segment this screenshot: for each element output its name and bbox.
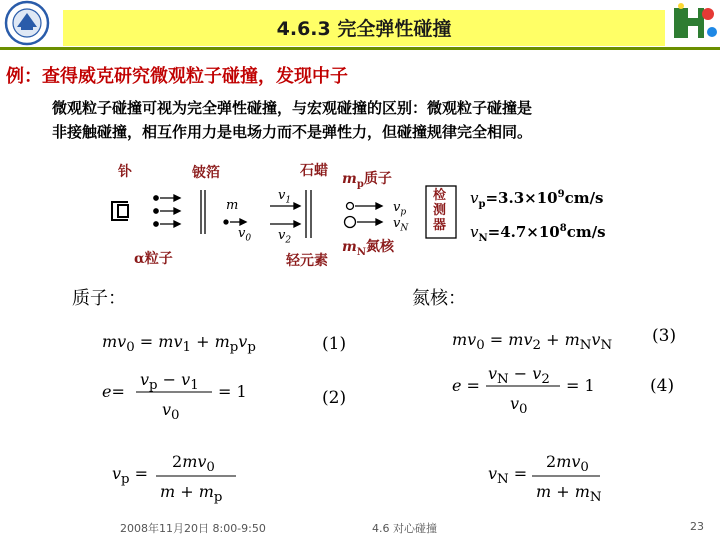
- footer-date: 2008年11月20日 8:00-9:50: [120, 522, 266, 535]
- equation-number-1: (1): [322, 334, 347, 354]
- detector-label: 检测器: [433, 188, 447, 233]
- nitrogen-restitution-numerator: $v_N - v_2$: [488, 364, 550, 388]
- description-line-1: 微观粒子碰撞可视为完全弹性碰撞，与宏观碰撞的区别：微观粒子碰撞是: [52, 99, 533, 117]
- label-nitrogen-mass: $m_N$氮核: [342, 239, 394, 258]
- result-proton-lhs: $v_p$ =: [112, 464, 149, 488]
- proton-restitution-denominator: $v_0$: [162, 400, 180, 424]
- nitrogen-speed: $v_N=4.7\times 10^8cm/s$: [470, 223, 606, 244]
- equation-number-4: (4): [650, 376, 675, 396]
- nitrogen-restitution-denominator: $v_0$: [510, 394, 528, 418]
- proton-restitution-rhs: = 1: [218, 382, 247, 401]
- proton-restitution-numerator: $v_p - v_1$: [140, 370, 199, 394]
- result-nitrogen-denominator: $m + m_N$: [536, 482, 602, 506]
- label-neutron-mass: m: [226, 198, 239, 213]
- equation-nitrogen-restitution-lhs: e =: [452, 376, 480, 395]
- page-number: 23: [690, 520, 704, 533]
- label-v0: $v_0$: [238, 226, 252, 244]
- equation-nitrogen-momentum: $mv_0 = mv_2 + m_Nv_N$: [452, 330, 613, 354]
- label-proton-mass: $m_p$质子: [342, 171, 392, 190]
- footer-section: 4.6 对心碰撞: [372, 522, 437, 535]
- label-paraffin: 石蜡: [300, 163, 328, 179]
- example-heading: 例：查得威克研究微观粒子碰撞，发现中子: [6, 66, 348, 87]
- result-proton-denominator: $m + m_p$: [160, 482, 223, 506]
- result-nitrogen-numerator: $2mv_0$: [546, 452, 589, 476]
- proton-speed: $v_p=3.3\times 10^9cm/s$: [470, 189, 604, 210]
- nitrogen-section-label: 氮核：: [412, 288, 466, 309]
- label-v2: $v_2$: [278, 228, 292, 246]
- label-polonium: 钋: [118, 164, 132, 180]
- label-vN: $v_N$: [393, 216, 409, 234]
- equation-proton-restitution-lhs: e=: [102, 382, 125, 401]
- description-line-2: 非接触碰撞，相互作用力是电场力而不是弹性力，但碰撞规律完全相同。: [52, 123, 533, 141]
- label-alpha-particle: α粒子: [134, 251, 173, 267]
- page-title: 4.6.3 完全弹性碰撞: [276, 18, 452, 40]
- nitrogen-restitution-rhs: = 1: [566, 376, 595, 395]
- equation-number-2: (2): [322, 388, 347, 408]
- label-light-element: 轻元素: [286, 253, 328, 269]
- result-proton-numerator: $2mv_0$: [172, 452, 215, 476]
- equation-proton-momentum: $mv_0 = mv_1 + m_pv_p$: [102, 332, 256, 356]
- label-v1: $v_1$: [278, 188, 292, 206]
- proton-section-label: 质子：: [72, 288, 126, 309]
- result-nitrogen-lhs: $v_N$ =: [488, 464, 528, 488]
- label-beryllium-foil: 铍箔: [192, 165, 220, 181]
- label-vp: $v_p$: [393, 200, 407, 218]
- equation-number-3: (3): [652, 326, 677, 346]
